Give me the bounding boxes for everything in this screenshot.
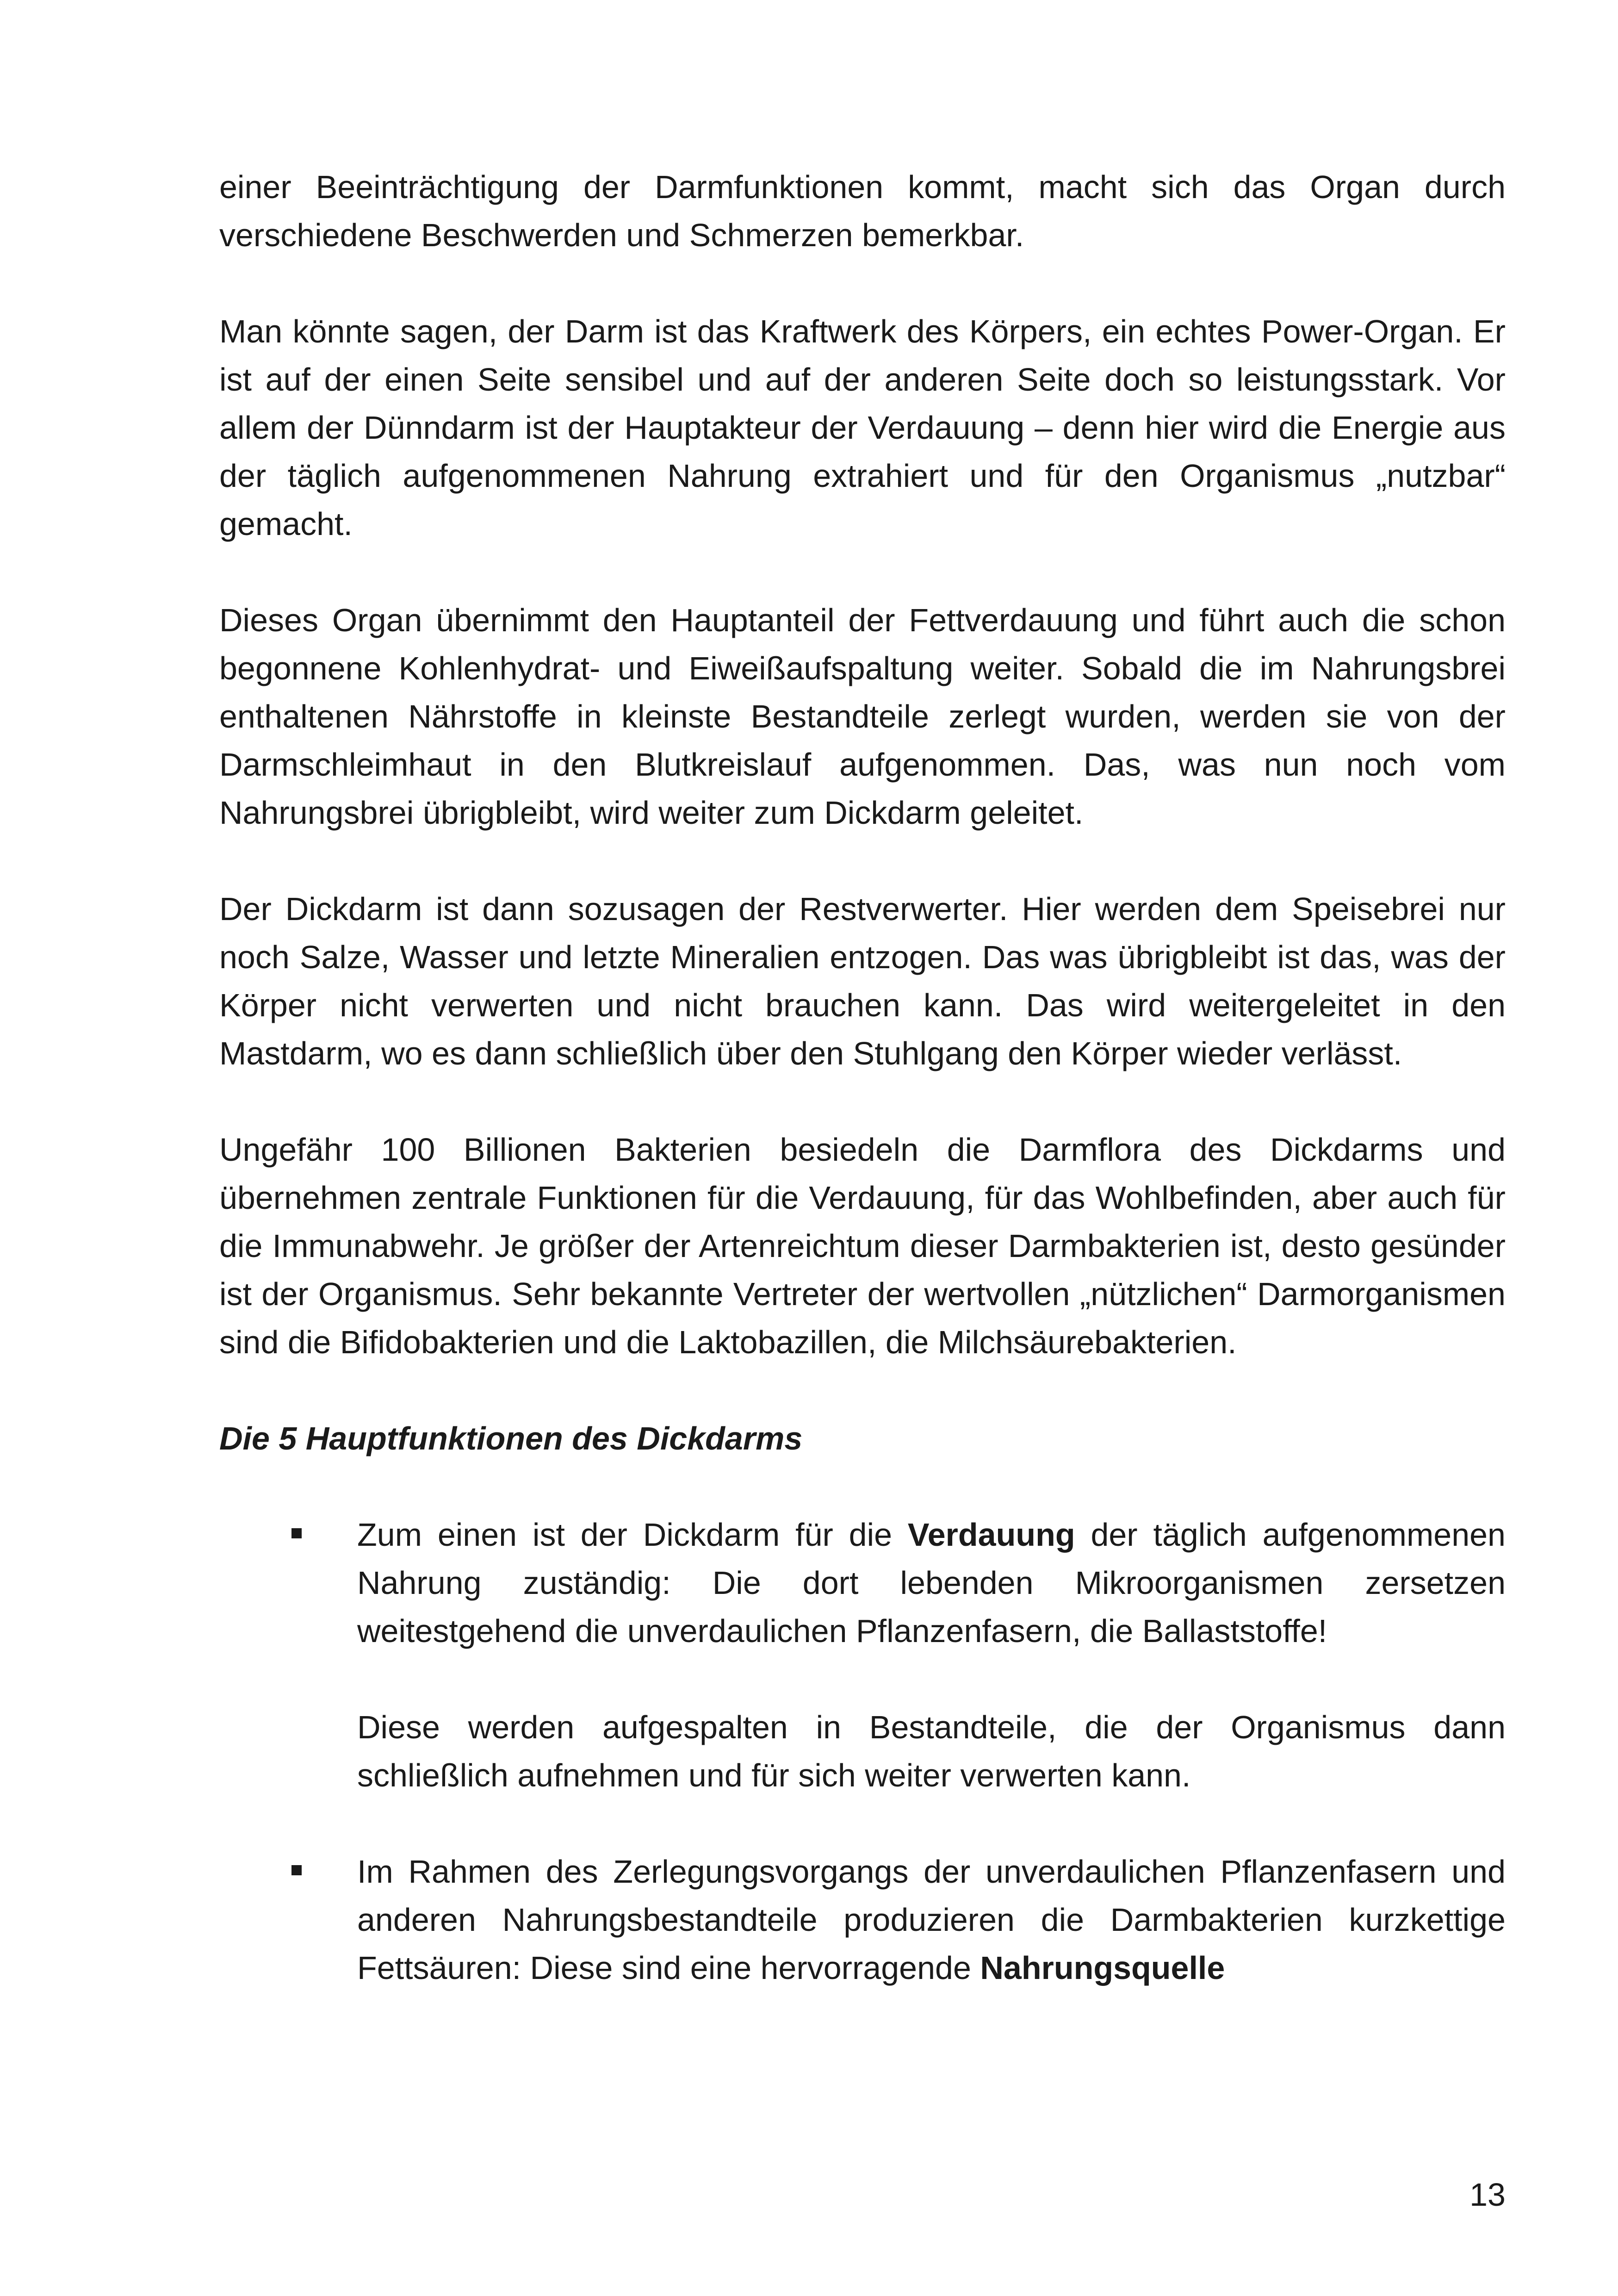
square-bullet-icon: [291, 1865, 302, 1875]
paragraph-1: einer Beeinträchtigung der Darmfunktionen kommt, macht sich das Organ durch verschiedene Beschwerden und Schmerzen bemerkbar.: [219, 169, 1506, 253]
list-item: [219, 1848, 1506, 1992]
bullet-text: [357, 1511, 1506, 1655]
square-bullet-icon: [291, 1528, 302, 1538]
bullet-text: [357, 1848, 1506, 1992]
bullet-bold-term: Verdauung: [907, 1517, 1075, 1553]
page-number: 13: [1469, 2177, 1506, 2213]
bullet-bold-term: Nahrungsquelle: [980, 1950, 1225, 1986]
list-item: [219, 1511, 1506, 1799]
paragraph-5: Ungefähr 100 Billionen Bakterien besiedeln die Darmflora des Dickdarms und übernehmen zentrale Funktionen für die Verdauung, für das Wohlbefinden, aber auch für die Immunabwehr. Je größer der Artenreichtum dieser Darmbakterien ist, desto gesünder ist der Organismus. Sehr bekannte Vertreter der wertvollen „nützlichen“ Darmorganismen sind die Bifidobakterien und die Laktobazillen, die Milchsäurebakterien.: [219, 1132, 1506, 1360]
section-heading: Die 5 Hauptfunktionen des Dickdarms: [219, 1420, 803, 1456]
page-content: [219, 163, 1506, 2040]
function-list: [219, 1511, 1506, 1992]
bullet-text-part: der täglich aufgenommenen Nahrung zuständig: Die dort lebenden Mikroorganismen zersetzen weitestgehend die unverdaulichen Pflanzenfasern, die Ballaststoffe!: [357, 1517, 1506, 1649]
bullet-text-part: Zum einen ist der Dickdarm für die: [357, 1517, 908, 1553]
paragraph-3: Dieses Organ übernimmt den Hauptanteil der Fettverdauung und führt auch die schon begonnene Kohlenhydrat- und Eiweißaufspaltung weiter. Sobald die im Nahrungsbrei enthaltenen Nährstoffe in kleinste Bestandteile zerlegt wurden, werden sie von der Darmschleimhaut in den Blutkreislauf aufgenommen. Das, was nun noch vom Nahrungsbrei übrigbleibt, wird weiter zum Dickdarm geleitet.: [219, 602, 1506, 831]
paragraph-2: Man könnte sagen, der Darm ist das Kraftwerk des Körpers, ein echtes Power-Organ. Er ist auf der einen Seite sensibel und auf der anderen Seite doch so leistungsstark. Vor allem der Dünndarm ist der Hauptakteur der Verdauung – denn hier wird die Energie aus der täglich aufgenommenen Nahrung extrahiert und für den Organismus „nutzbar“ gemacht.: [219, 313, 1506, 542]
paragraph-4: Der Dickdarm ist dann sozusagen der Restverwerter. Hier werden dem Speisebrei nur noch Salze, Wasser und letzte Mineralien entzogen. Das was übrigbleibt ist das, was der Körper nicht verwerten und nicht brauchen kann. Das wird weitergeleitet in den Mastdarm, wo es dann schließlich über den Stuhlgang den Körper wieder verlässt.: [219, 891, 1506, 1071]
bullet-continuation: Diese werden aufgespalten in Bestandteile, die der Organismus dann schließlich aufnehmen und für sich weiter verwerten kann.: [357, 1709, 1506, 1793]
bullet-text-part: Im Rahmen des Zerlegungsvorgangs der unverdaulichen Pflanzenfasern und anderen Nahrungsbestandteile produzieren die Darmbakterien kurzkettige Fettsäuren: Diese sind eine hervorragende: [357, 1854, 1506, 1986]
